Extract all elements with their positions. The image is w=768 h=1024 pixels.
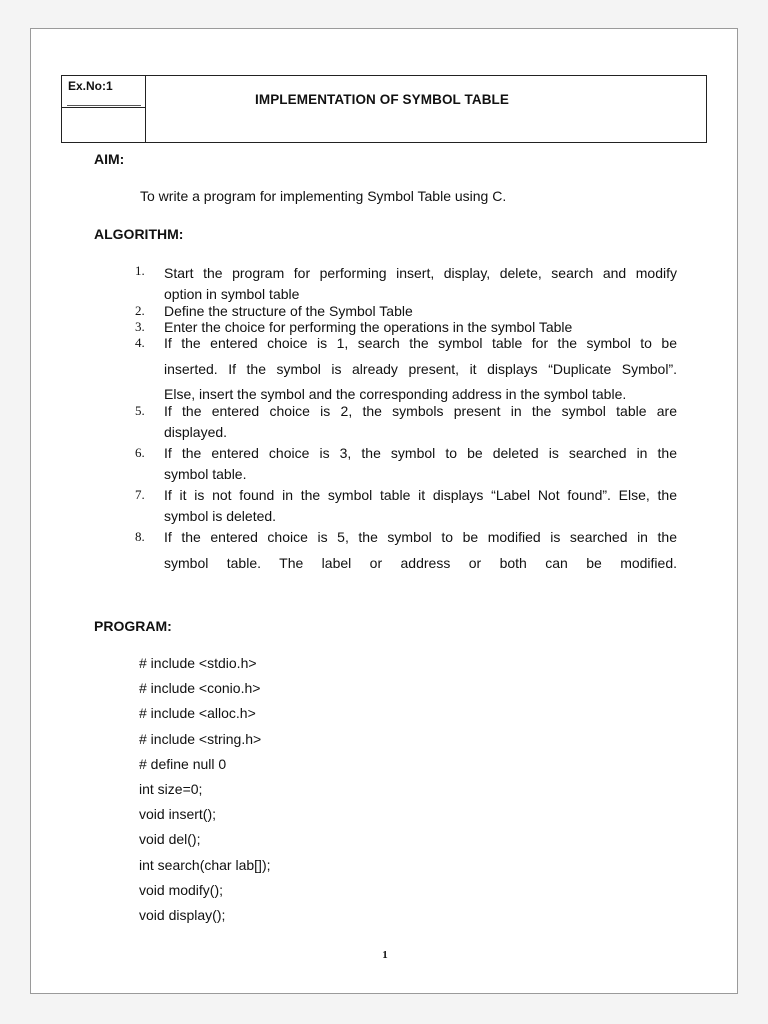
page-number: 1 [382, 949, 388, 961]
algorithm-step [135, 303, 677, 319]
code-line: void insert(); [139, 806, 217, 823]
step-number: 1. [135, 263, 145, 278]
code-line: void display(); [139, 906, 226, 923]
step-text-line: symbol is deleted. [164, 508, 277, 524]
algorithm-step [135, 335, 677, 403]
experiment-number: Ex.No:1 [68, 79, 113, 93]
algorithm-steps-list [135, 261, 677, 573]
code-line: # include <alloc.h> [139, 705, 256, 722]
step-number: 7. [135, 487, 145, 502]
step-text-line: displayed. [164, 424, 228, 440]
code-line: # define null 0 [139, 755, 227, 772]
experiment-number-underline [67, 105, 141, 106]
code-line: void del(); [139, 831, 201, 848]
step-text-line: symbol table. The label or address or both can be modified. [164, 555, 677, 571]
code-line: # include <conio.h> [139, 680, 261, 697]
step-text-line: If it is not found in the symbol table it displays “Label Not found”. Else, the [164, 487, 677, 503]
algorithm-step [135, 261, 677, 303]
code-line: int size=0; [139, 780, 203, 797]
algorithm-step [135, 319, 677, 335]
aim-heading: AIM: [94, 151, 125, 167]
algorithm-step [135, 487, 677, 529]
header-cell-divider [62, 107, 145, 108]
step-text-line: If the entered choice is 3, the symbol to be deleted is searched in the [164, 445, 677, 461]
step-text-line: If the entered choice is 1, search the symbol table for the symbol to be [164, 335, 677, 351]
step-text-line: If the entered choice is 5, the symbol to be modified is searched in the [164, 529, 677, 545]
program-code-block [139, 654, 271, 931]
step-text-line: Enter the choice for performing the operations in the symbol Table [164, 319, 573, 335]
step-number: 5. [135, 403, 145, 418]
step-text-line: Define the structure of the Symbol Table [164, 303, 413, 319]
experiment-number-cell [62, 76, 146, 142]
page-title: IMPLEMENTATION OF SYMBOL TABLE [255, 92, 509, 107]
algorithm-step [135, 445, 677, 487]
step-number: 8. [135, 529, 145, 544]
code-line: void modify(); [139, 881, 224, 898]
step-text-line: Else, insert the symbol and the corresponding address in the symbol table. [164, 386, 627, 402]
step-number: 6. [135, 445, 145, 460]
code-line: # include <stdio.h> [139, 655, 257, 671]
step-text-line: inserted. If the symbol is already present, it displays “Duplicate Symbol”. [164, 361, 677, 377]
code-line: # include <string.h> [139, 730, 262, 747]
document-page [30, 28, 738, 994]
step-text-line: If the entered choice is 2, the symbols present in the symbol table are [164, 403, 677, 419]
experiment-header-table [61, 75, 707, 143]
step-text-line: Start the program for performing insert, display, delete, search and modify [164, 265, 677, 281]
algorithm-step [135, 403, 677, 445]
code-line: int search(char lab[]); [139, 856, 271, 873]
algorithm-step [135, 529, 677, 573]
step-text-line: symbol table. [164, 466, 247, 482]
step-number: 4. [135, 335, 145, 350]
aim-text: To write a program for implementing Symbol Table using C. [140, 188, 507, 204]
algorithm-heading: ALGORITHM: [94, 226, 184, 242]
step-number: 2. [135, 303, 145, 318]
step-text-line: option in symbol table [164, 286, 300, 302]
step-number: 3. [135, 319, 145, 334]
program-heading: PROGRAM: [94, 618, 172, 634]
